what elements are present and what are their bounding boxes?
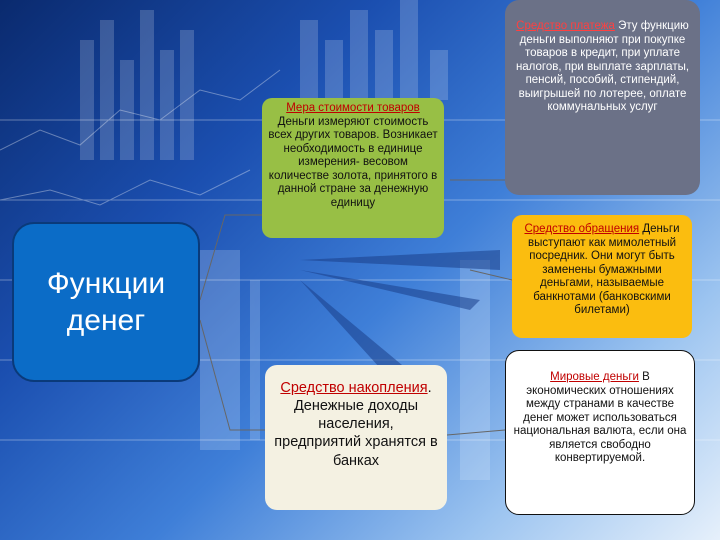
measure-title: Мера стоимости товаров bbox=[286, 102, 420, 114]
main-label: Функции денег bbox=[46, 266, 166, 337]
circulation-title: Средство обращения bbox=[524, 223, 640, 235]
functions-of-money-box bbox=[12, 222, 200, 382]
savings-title: Средство накопления bbox=[280, 380, 428, 396]
world-title: Мировые деньги bbox=[550, 371, 639, 383]
measure-of-value-box bbox=[262, 98, 444, 238]
world-text: В экономических отношениях между странами в качестве денег может использоваться национальная валюта, если она является свободно конвертируемой. bbox=[513, 371, 687, 465]
means-of-savings-box: Средство накопления. Денежные доходы населения, предприятий хранятся в банках bbox=[265, 365, 447, 510]
payment-text: Эту функцию деньги выполняют при покупке товаров в кредит, при уплате налогов, при выплате зарплаты, пенсий, пособий, стипендий, выигрышей по лотерее, оплате коммунальных услуг bbox=[515, 20, 690, 114]
world-money-box bbox=[505, 350, 695, 515]
means-of-circulation-box bbox=[512, 215, 692, 338]
circulation-text: Деньги выступают как мимолетный посредник. Они могут быть заменены бумажными деньгами, называемые банкнотами (банковскими билетами) bbox=[527, 223, 680, 317]
payment-title: Средство платежа bbox=[516, 20, 615, 32]
measure-text: Деньги измеряют стоимость всех других товаров. Возникает необходимость в единице измерения- весовом количестве золота, принятого в данной стране за денежную единицу bbox=[268, 115, 438, 209]
means-of-payment-box bbox=[505, 0, 700, 195]
savings-text: Денежные доходы населения, предприятий хранятся в банках bbox=[274, 398, 438, 469]
